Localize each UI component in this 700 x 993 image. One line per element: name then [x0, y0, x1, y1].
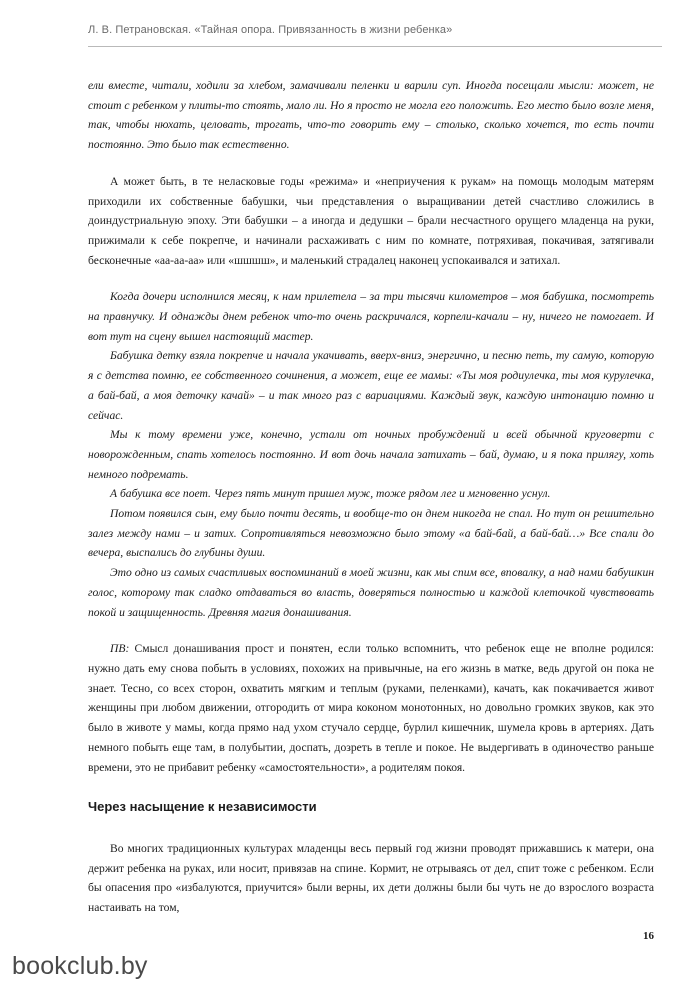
quote-paragraph-4: А бабушка все поет. Через пять минут пришел муж, тоже рядом лег и мгновенно уснул. — [110, 487, 551, 501]
commentary-lead: ПВ: — [110, 642, 130, 656]
commentary-paragraph — [88, 639, 654, 777]
page-header — [0, 0, 700, 46]
page-body — [88, 76, 654, 918]
section-title: Через насыщение к независимости — [88, 799, 317, 815]
footer — [0, 948, 700, 993]
paragraph-2: А может быть, в те неласковые годы «режима» и «неприучения к рукам» на помощь молодым матерям приходили их собственные бабушки, чьи представления о выращивании детей счастливо сложились в доиндустриальную эпоху. Эти бабушки – а иногда и дедушки – брали несчастного орущего младенца на руки, прижимали к себе покрепче, и начинали расхаживать с ним по комнате, потряхивая, покачивая, затягивали бесконечные «аа-аа-аа» или «шшшш», и маленький страдалец наконец успокаивался и затихал. — [88, 174, 654, 267]
quote-paragraph-6: Это одно из самых счастливых воспоминаний в моей жизни, как мы спим все, вповалку, а над нами бабушкин голос, которому так сладко отдаваться во власть, доверяться полностью и каждой клеточкой чувствовать покой и защищенность. Древняя магия донашивания. — [88, 566, 654, 619]
quote-paragraph-3: Мы к тому времени уже, конечно, устали от ночных пробуждений и всей обычной круговерти с новорожденным, спать хотелось постоянно. И вот дочь начала затихать – бай, думаю, и я пока прилягу, хоть немного подремать. — [88, 428, 654, 481]
header-rule — [88, 46, 662, 47]
quote-paragraph-2: Бабушка детку взяла покрепче и начала укачивать, вверх-вниз, энергично, и песню петь, ту самую, которую я с детства помню, ее собственного сочинения, а может, еще ее мамы: «Ты моя родиулечка, ты моя курулечка, а бай-бай, а моя деточку качай» – и так много раз с вариациями. Каждый звук, каждую интонацию помню и сейчас. — [88, 349, 654, 422]
commentary-text: Смысл донашивания прост и понятен, если только вспомнить, что ребенок еще не вполне родился: нужно дать ему снова побыть в условиях, похожих на привычные, на его жизнь в матке, ведь другой он пока не знает. Тесно, со всех сторон, охватить мягким и теплым (руками, пеленками), качать, как покачивается живот женщины при любом движении, отгородить от мира коконом монотонных, но довольно громких звуков, как это было в животе у мамы, когда прямо над ухом стучало сердце, бурлил кишечник, шумела кровь в артериях. Дать немного побыть еще там, в полубытии, доспать, дозреть в тепле и покое. Не выдергивать в одиночество раньше времени, это не прибавит ребенку «самостоятельности», а родителям покоя. — [88, 642, 654, 774]
paragraph-1: ели вместе, читали, ходили за хлебом, замачивали пеленки и варили суп. Иногда посещали мысли: может, не стоит с ребенком у плиты-то стоять, мало ли. Но я просто не могла его положить. Его место было возле меня, так, чтобы нюхать, целовать, трогать, что-то говорить ему – столько, сколько хочется, то есть почти постоянно. Это было так естественно. — [88, 79, 654, 152]
quote-paragraph-1: Когда дочери исполнился месяц, к нам прилетела – за три тысячи километров – моя бабушка, посмотреть на правнучку. И однажды днем ребенок что-то очень раскричался, корпели-качали – ну, ничего не помогает. И вот тут на сцену вышел настоящий мастер. — [88, 290, 654, 343]
running-title: Л. В. Петрановская. «Тайная опора. Привязанность в жизни ребенка» — [88, 24, 453, 36]
page-number: 16 — [643, 930, 654, 942]
closing-paragraph: Во многих традиционных культурах младенцы весь первый год жизни проводят прижавшись к матери, она держит ребенка на руках, или носит, привязав на спине. Кормит, не отрываясь от дел, спит тоже с ребенком. Если бы опасения про «избалуются, приучится» были верны, их дети должны были бы чуть не до взрослого возраста настаивать на том, — [88, 841, 654, 915]
quote-paragraph-5: Потом появился сын, ему было почти десять, и вообще-то он днем никогда не спал. Но тут он решительно залез между нами – и затих. Сопротивляться невозможно было этому «а бай-бай, а бай-бай…» Все спали до вечера, выспались до глубины души. — [88, 507, 654, 560]
site-logo[interactable]: bookclub.by — [12, 952, 148, 980]
